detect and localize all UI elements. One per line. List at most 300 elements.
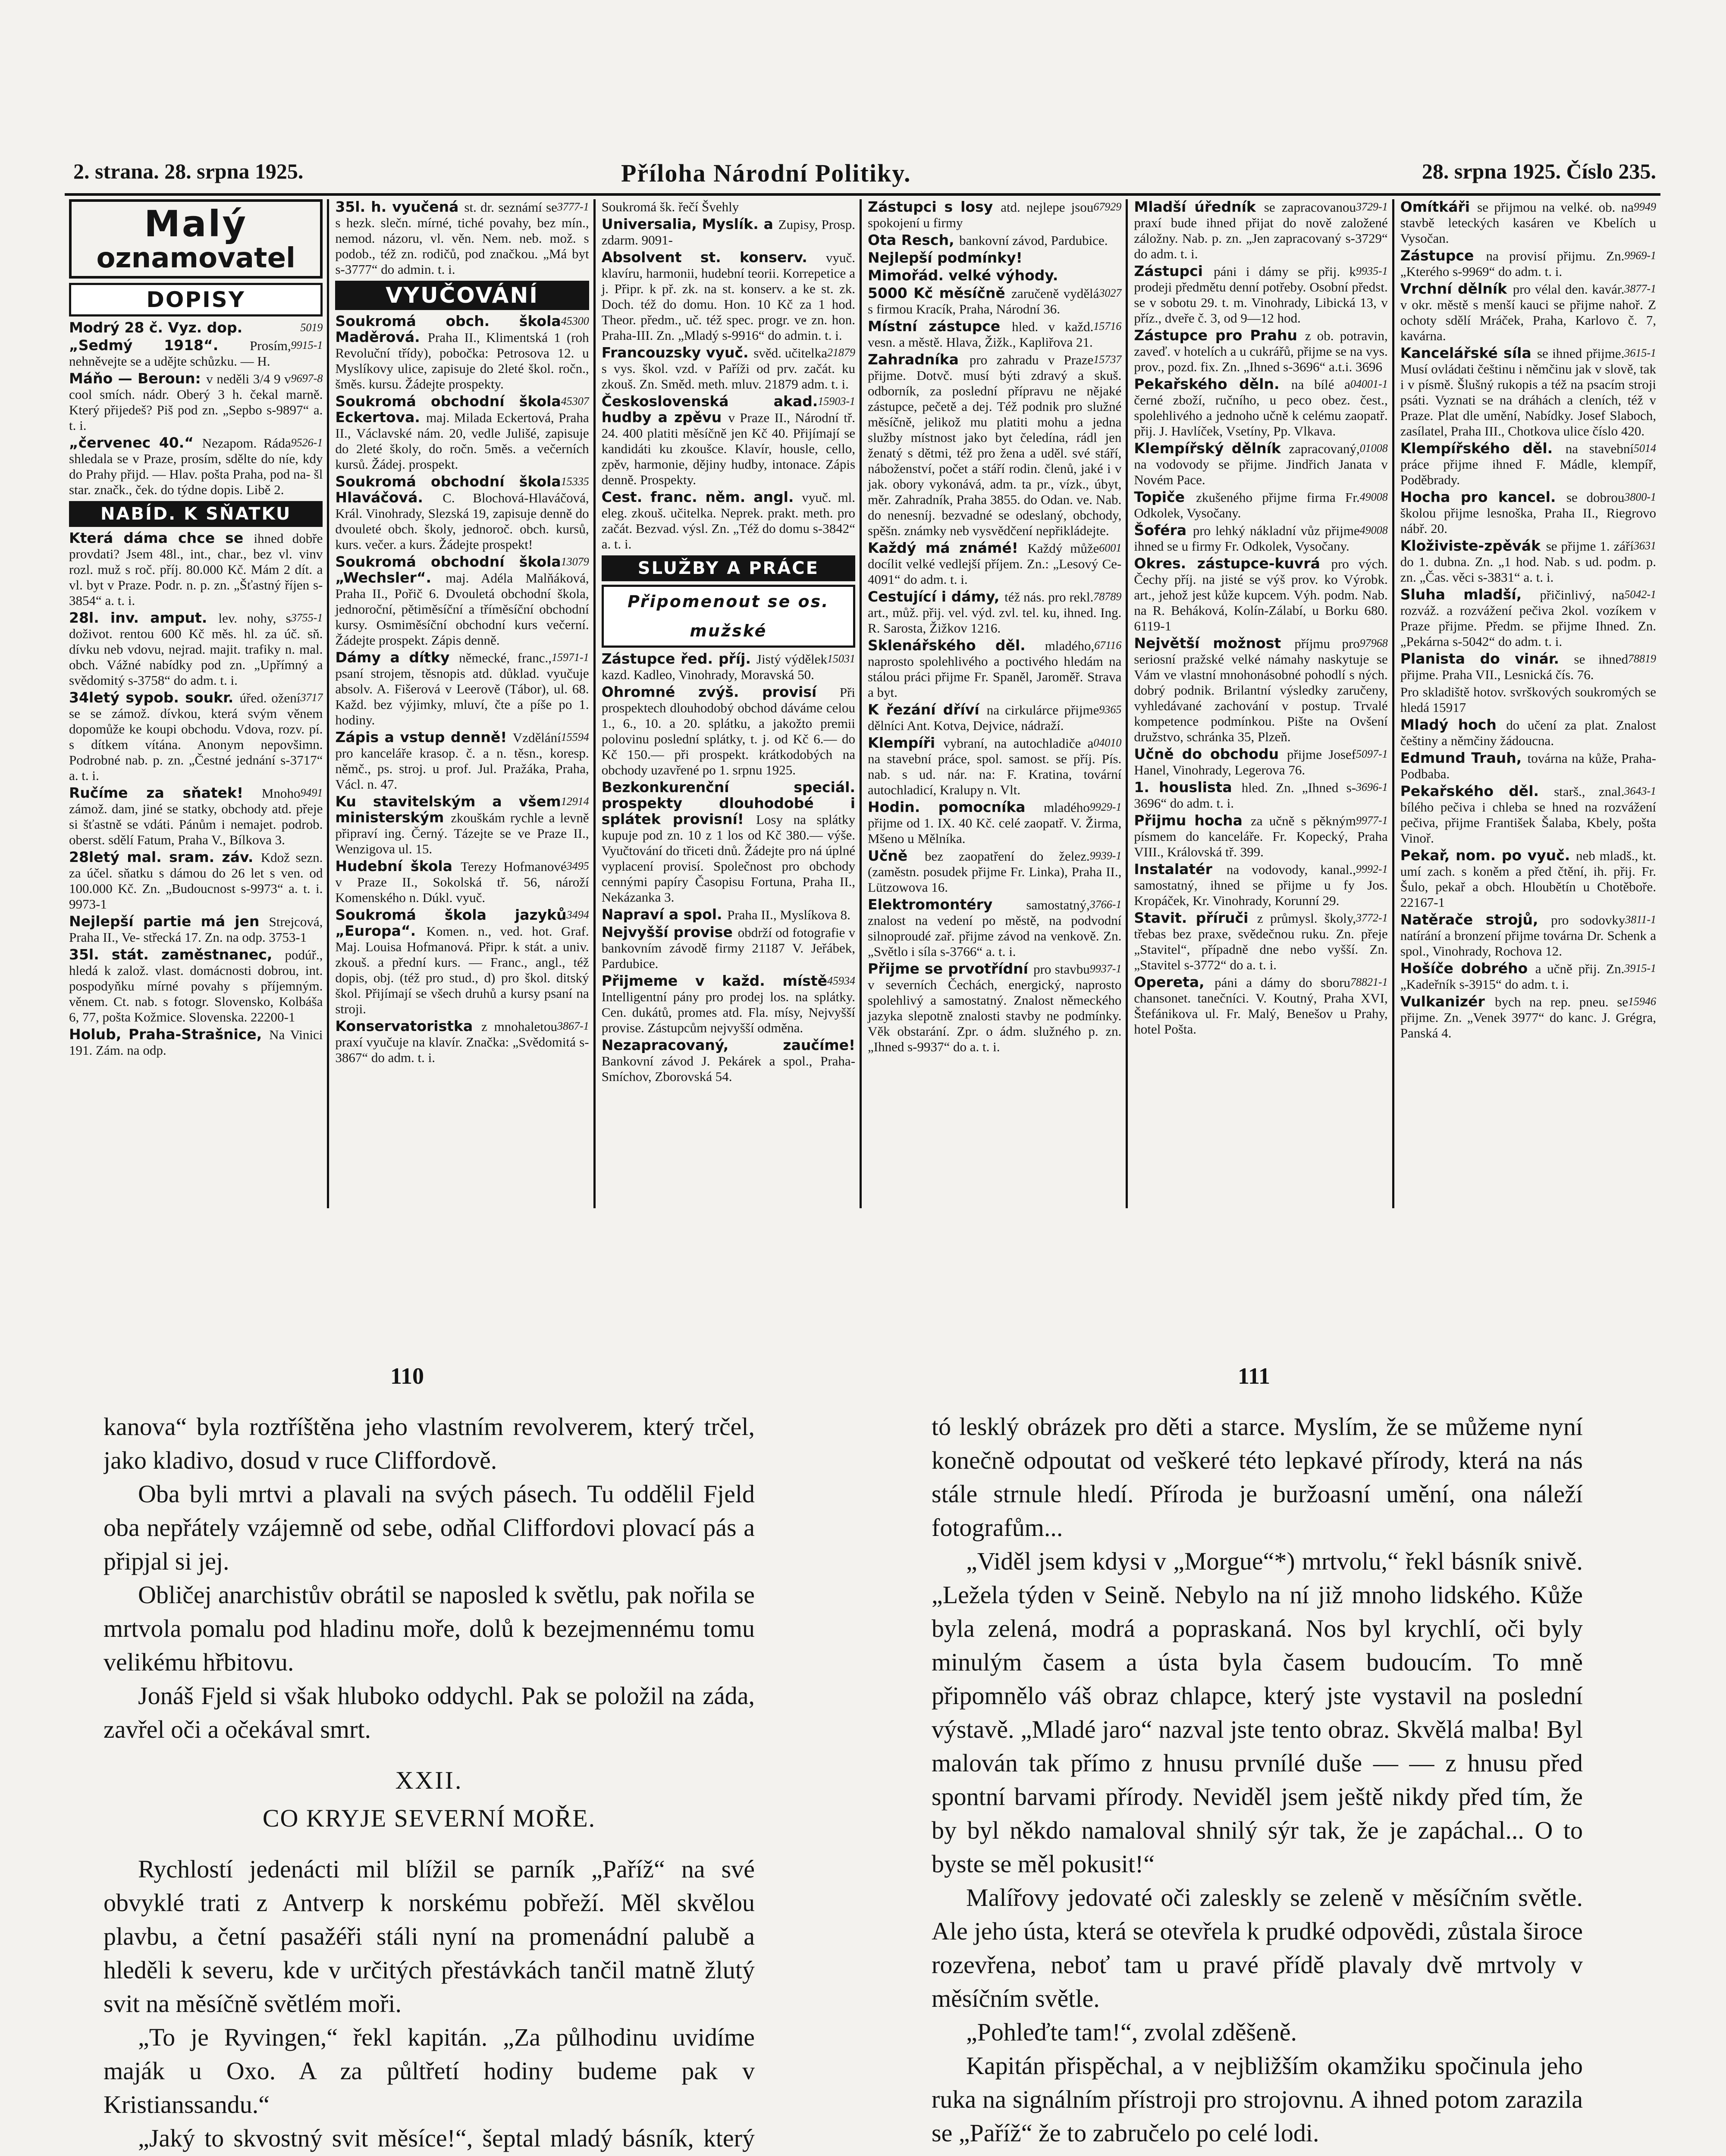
- classified-ad: [69, 947, 323, 1025]
- classified-ad: [1400, 750, 1656, 782]
- ad-headline: Hocha pro kancel.: [1400, 489, 1566, 505]
- chapter-title: CO KRYJE SEVERNÍ MOŘE.: [262, 1804, 596, 1832]
- ads-list: [1400, 199, 1656, 1041]
- classified-ad: [1400, 961, 1656, 992]
- ad-text: na cirkulárce přijme dělníci Ant. Kotva, Dejvice, nádraží.: [868, 702, 1099, 733]
- classified-ad: [69, 320, 323, 336]
- ad-code: 5042-1: [1624, 588, 1657, 601]
- ad-code: 3811-1: [1625, 913, 1657, 926]
- classified-ad: [1400, 848, 1656, 910]
- classified-ad: [602, 684, 855, 778]
- ad-code: 9939-1: [1089, 849, 1122, 862]
- section-banner-vyucovani: VYUČOVÁNÍ: [335, 281, 589, 310]
- classified-ad: [1400, 783, 1656, 846]
- ad-headline: Omítkáři: [1400, 199, 1478, 215]
- ad-headline: Cest. franc. něm. angl.: [601, 489, 802, 505]
- ad-code: 04010: [1093, 736, 1122, 749]
- ad-headline: Zástupci: [1134, 263, 1214, 279]
- ad-code: 6001: [1099, 542, 1122, 554]
- ad-text: hled. v každ. vesn. a městě. Hlava, Žižk., Kapliřova 21.: [868, 319, 1094, 350]
- ad-code: 9969-1: [1624, 249, 1657, 262]
- ad-text: zaručeně vydělá s firmou Kracík, Praha, Národní 36.: [868, 286, 1099, 317]
- ad-headline: Klempířského děl.: [1400, 440, 1566, 457]
- ad-code: 3766-1: [1089, 898, 1122, 911]
- header-date-left: 2. strana. 28. srpna 1925.: [73, 159, 304, 183]
- ad-headline: Modrý 28 č. Vyz. dop.: [69, 319, 243, 336]
- classified-ad: [335, 907, 589, 1017]
- ad-code: 15031: [827, 652, 856, 665]
- classified-ad: [1134, 746, 1387, 778]
- ad-code: 15903-1: [818, 395, 856, 407]
- ad-headline: Sluha mladší,: [1400, 586, 1540, 603]
- classified-ad: [1400, 684, 1656, 715]
- ad-headline: Bezkonkurenční speciál. prospekty dlouhodobé i splátek provisní!: [601, 779, 856, 827]
- ad-headline: Zástupce řed. příj.: [601, 650, 756, 667]
- ads-column-3: [597, 199, 862, 1208]
- classified-ad: [868, 897, 1121, 959]
- ad-text: Nezapom. Ráda shledala se v Praze, prosím, sdělte do níe, kdy do Prahy přijd. — Hlav. pošta Praha, pod na- šl star. značk., ček. do týdne dopis. Libě 2.: [69, 436, 323, 497]
- ad-headline: Natěrače strojů,: [1400, 911, 1551, 928]
- ad-headline: Máňo — Beroun:: [69, 370, 207, 387]
- ad-text: zapracovaný, na vodovody se přijme. Jindřich Janata v Novém Pace.: [1134, 441, 1388, 487]
- ad-text: v neděli 3/4 9 v cool smích. nádr. Oberý 3 h. čekal marně. Který přijedeš? Piš pod zn. „Sepbo s-9897“ a. t. i.: [69, 371, 323, 433]
- ad-text: pro sodovky natírání a bronzení přijme továrna Dr. Schenk a spol., Vinohrady, Rochova 12.: [1400, 912, 1657, 959]
- classified-ad: [1400, 912, 1656, 959]
- paragraph: Malířovy jedovaté oči zaleskly se zeleně v měsíčním světle. Ale jeho ústa, která se otevřela k prudké odpovědi, zůstala široce rozevřena, neboť tam u pravé přídě plavaly dvě mrtvoly v měsíčním světle.: [932, 1883, 1583, 2012]
- ad-headline: 35l. h. vyučená: [335, 199, 464, 215]
- ad-text: Praha II., Myslíkova 8.: [727, 907, 850, 922]
- ad-code: 9929-1: [1089, 801, 1122, 813]
- ad-text: na vodovody, kanal., samostatný, ihned se přijme u fy Jos. Kropáček, Kr. Vinohrady, Korunní 29.: [1134, 862, 1388, 908]
- ad-text: úřed. ožení se se zámož. dívkou, která svým věnem dopomůže ke koupi obchodu. Vdova, rozv. pí. s dítkem vítána. Anonym nepovšimn. Podrobné nab. p. zn. „Čestné jednání s-3717“ a. t. i.: [69, 690, 323, 783]
- classified-ad: [1134, 263, 1387, 326]
- ad-headline: Mladší úředník: [1134, 199, 1264, 215]
- ad-code: 5019: [300, 321, 323, 334]
- ad-headline: Zápis a vstup denně!: [335, 729, 513, 746]
- ads-list: [69, 320, 323, 498]
- ad-code: 12914: [561, 795, 589, 808]
- paragraph: kanova“ byla roztříštěna jeho vlastním revolverem, který trčel, jako kladivo, dosud v ruce Cliffordově.: [104, 1413, 755, 1474]
- ad-headline: Zahradníka: [868, 351, 970, 368]
- classified-ad: [602, 250, 855, 343]
- ads-list: [602, 199, 855, 552]
- ad-code: 5014: [1634, 442, 1657, 454]
- classified-ad: [602, 780, 855, 905]
- ad-text: Mnoho zámož. dam, jiné se statky, obchody atd. přeje si šťastně se vdáti. Pánům i nemajet. podrob. oberst. sdělí Fatum, Praha V., Bílkova 3.: [69, 786, 323, 847]
- ad-code: 01008: [1359, 442, 1388, 454]
- ad-headline: Absolvent st. konserv.: [601, 249, 826, 266]
- classified-ad: [602, 973, 855, 1036]
- classified-ad: [1400, 717, 1656, 749]
- ad-text: Komen. n., ved. hot. Graf. Maj. Louisa Hofmanová. Připr. k stát. a univ. zkouš. a přední kurs. — Franc., angl., též dopis, obj. (též pro stud., d) pro škol. ditský škol. Přijímají se všech druhů a kursy psaní na stroji.: [335, 924, 589, 1016]
- classified-ad: [602, 651, 855, 683]
- header-issue-right: 28. srpna 1925. Číslo 235.: [1422, 159, 1656, 183]
- classified-ad: [868, 199, 1121, 231]
- ad-code: 49008: [1359, 491, 1388, 503]
- ad-text: Každý může docílit velké vedlejší příjem. Zn.: „Lesový Ce-4091“ do adm. t. i.: [868, 541, 1122, 587]
- ad-code: 45934: [827, 975, 856, 987]
- ad-code: 3631: [1634, 539, 1657, 552]
- ads-column-4: [863, 199, 1128, 1208]
- classified-ad: [868, 961, 1121, 1055]
- classified-ad: [1134, 556, 1387, 634]
- classified-ad: [868, 285, 1121, 317]
- ad-text: Při prospektech dlouhodobý obchod dáváme celou 1., 6., 10. a 20. splátku, a jakožto premii polovinu poslední splátky, t. j. od Kč 6.— do Kč 150.— při prospekt. krátkodobých na obchody uzavřené po 1. srpnu 1925.: [601, 685, 856, 777]
- ad-text: Zupisy, Prosp. zdarm. 9091-: [601, 217, 856, 248]
- classified-ad: [602, 489, 855, 552]
- paragraph: Kapitán přispěchal, a v nejbližším okamžiku spočinula jeho ruka na signálním přístroji pro strojovnu. A ihned potom zarazila se „Paříž“ že to zabručelo po celé lodi.: [932, 2052, 1583, 2147]
- ad-text: za učně s pěkným písmem do kanceláře. Fr. Kopecký, Praha VIII., Královská tř. 399.: [1134, 813, 1388, 859]
- ad-headline: 5000 Kč měsíčně: [868, 285, 1012, 301]
- ad-text: do učení za plat. Znalost češtiny a němčiny žádoucna.: [1400, 718, 1657, 748]
- ad-headline: „Sedmý 1918“.: [69, 337, 250, 354]
- classified-ad: [1134, 441, 1387, 488]
- ads-column-5: [1130, 199, 1394, 1208]
- paragraph: Obličej anarchistův obrátil se naposled k světlu, pak nořila se mrtvola pomalu pod hladinu moře, dolů k bezejmennému tomu velikému hřbitovu.: [104, 1581, 755, 1676]
- classified-ad: [69, 530, 323, 608]
- paragraph: Rychlostí jedenácti mil blížil se parník „Paříž“ na své obvyklé trati z Antverp k norskému pobřeží. Měl skvělou plavbu, a četní pasažéři stáli nyní na promenádní palubě a hleděli k severu, kde v určitých přestávkách tančil matně žlutý svit na měsíčně světlém moři.: [104, 1855, 755, 2018]
- classified-ad: [868, 589, 1121, 636]
- classified-ad: [335, 1018, 589, 1065]
- ad-headline: Stavit. příruči: [1134, 909, 1257, 926]
- classified-ad: [1400, 538, 1656, 585]
- ad-code: 3729-1: [1356, 201, 1388, 213]
- ad-headline: Zástupce pro Prahu: [1134, 327, 1305, 344]
- newspaper-header: [65, 159, 1660, 196]
- ad-headline: Instalatér: [1134, 861, 1227, 877]
- ad-code: 45300: [561, 315, 589, 327]
- classified-ad: [335, 554, 589, 648]
- classified-ad: [1134, 975, 1387, 1037]
- ad-headline: Zástupci s losy: [868, 199, 1001, 215]
- classified-ad: [69, 435, 323, 498]
- ad-text: pro zahradu v Praze přijme. Dotvč. musí býti zdravý a skuš. odborník, za poslední přípravu ne nějaké zástupce, pečetě a dej. Též podnik pro služné měsíčně, jelikož mu platiti mohu a jedna služby místnost jako byt čeledína, rádl jen ženatý s dětmi, též pro žena a uděl. své stáří, náboženství, počet a stáří rodin. členů, jaké i v jak. obory vykonává, adm. ta pr., vízk., úbyt, měr. Zahradník, Praha 3855. do Odan. ve. Nab. do nenesníj. bezvadné se odeslaný, obchody, spěšn. známky neb vysvědčení nepřikládejte.: [868, 352, 1122, 538]
- ad-code: 3495: [566, 860, 589, 872]
- ads-list: [335, 313, 589, 1065]
- classified-ad: [1134, 636, 1387, 745]
- classified-ad: [868, 250, 1121, 266]
- ad-code: 78819: [1628, 652, 1657, 665]
- classified-ad: [69, 610, 323, 688]
- ad-text: se zapracovanou praxí bude ihned přijat do nově založené záložny. Nab. p. zn. „Jen zapracovaný s-3729“ do adm. t. i.: [1134, 200, 1388, 261]
- ad-headline: Přijmeme v každ. místě: [601, 972, 828, 989]
- ad-headline: Dámy a dítky: [335, 649, 459, 666]
- classified-ads: [65, 199, 1660, 1208]
- classified-ad: [602, 1037, 855, 1084]
- ad-text: vyuč. ml. eleg. zkouš. učitelka. Neprek. prakt. meth. pro začát. Bezvad. výsl. Zn. „Též do domu s-3842“ a. t. i.: [601, 490, 856, 552]
- ad-headline: Universalia, Myslík. a: [601, 216, 778, 232]
- ad-code: 9992-1: [1356, 863, 1388, 875]
- ad-headline: Šoféra: [1134, 522, 1193, 539]
- ad-code: 9697-8: [291, 372, 323, 385]
- ad-headline: Soukromá škola jazyků „Europa“.: [335, 906, 567, 939]
- ad-text: se ihned přijme. Praha VII., Lesnická čís. 76.: [1400, 652, 1629, 682]
- ad-headline: Klempíři: [868, 734, 944, 751]
- ad-code: 3615-1: [1624, 347, 1657, 359]
- ad-text: zkušeného přijme firma Fr. Odkolek, Vysočany.: [1134, 490, 1360, 520]
- classified-ad: [602, 924, 855, 971]
- classified-ad: [69, 849, 323, 912]
- classified-ad: [602, 394, 855, 488]
- ad-headline: Ručíme za sňatek!: [69, 784, 262, 801]
- ad-text: se dobrou školou přijme lesnoška, Praha II., Riegrovo nábř. 20.: [1400, 490, 1657, 536]
- classified-ad: [69, 914, 323, 945]
- classified-ad: [1134, 376, 1387, 439]
- ad-text: Kdož sezn. za účel. sňatku s dámou do 26 let s ven. od 100.000 Kč. Zn. „Budoucnost s-9973“ a. t. i. 9973-1: [69, 850, 323, 912]
- ad-headline: Cestující i dámy,: [868, 588, 1005, 605]
- ad-headline: Pekařského děln.: [1134, 376, 1292, 392]
- classified-ad: [335, 794, 589, 857]
- classified-ad: [69, 690, 323, 783]
- ad-text: vyuč. klavíru, harmonii, hudební teorii. Korrepetice a j. Připr. k př. zk. na st. konserv. a ke st. zk. Doch. též do domu. Hon. 10 Kč za 1 hod. Theor. předm., uč. též spec. progr. ve zn. hon. Praha-III. Zn. „Mladý s-9916“ do admin. t. i.: [601, 250, 856, 343]
- ad-headline: Nejvyšší provise: [601, 924, 738, 940]
- ad-text: mladého přijme od 1. IX. 40 Kč. celé zaopatř. V. Žirma, Mšeno u Mělníka.: [868, 800, 1122, 846]
- ad-headline: Klempířský dělník: [1134, 440, 1289, 457]
- ad-text: Losy na splátky kupuje pod zn. 10 z 1 los od Kč 380.— výše. Vyučtování do třiceti dnů. Žádejte pro ná úplné vyplacení provisí. Společnost pro obchody cennými papíry Časopisu Fortuna, Praha II., Nekázanka 3.: [601, 812, 856, 905]
- ad-text: Soukromá šk. řečí Švehly: [601, 199, 739, 214]
- ad-headline: Edmund Trauh,: [1400, 749, 1528, 766]
- ad-text: páni a dámy do sboru chansonet. tanečníci. V. Koutný, Praha XVI, Štefánikova ul. Fr. Malý, Benešov u Prahy, hotel Pošta.: [1134, 975, 1388, 1037]
- ad-headline: Která dáma chce se: [69, 530, 254, 546]
- ad-text: maj. Adéla Malňáková, Praha II., Pořič 6. Dvouletá obchodní škola, jednoroční, pětiměsíční a tříměsíční obchodní kursy. Osmiměsíční obchodní kurs večerní. Žádejte prospekt. Zápis denně.: [335, 570, 589, 648]
- ad-headline: Vulkanizér: [1400, 993, 1495, 1010]
- ad-text: Na Vinici 191. Zám. na odp.: [69, 1027, 323, 1058]
- ad-headline: 28letý mal. sram. záv.: [69, 849, 261, 865]
- ad-code: 9977-1: [1356, 814, 1388, 827]
- book-page-right: [932, 1410, 1583, 2156]
- ad-headline: Soukromá obchodní škola Eckertova.: [335, 393, 561, 426]
- ad-headline: Místní zástupce: [868, 318, 1012, 335]
- classified-ad: [1134, 780, 1387, 811]
- classified-ad: [868, 319, 1121, 350]
- classified-ad: [868, 735, 1121, 798]
- ad-text: bankovní závod, Pardubice.: [959, 233, 1108, 248]
- ad-text: pro lehký nákladní vůz přijme ihned se u firmy Fr. Odkolek, Vysočany.: [1134, 523, 1360, 554]
- box-title-line2: oznamovatel: [96, 242, 295, 274]
- ad-text: a učně přij. Zn. „Kadeřník s-3915“ do adm. t. i.: [1400, 961, 1625, 992]
- ad-code: 21879: [827, 346, 856, 359]
- ad-text: pro stavbu v severních Čechách, energický, naprosto spolehlivý a samostatný. Znalost německého jazyka slepotně znalosti stavby ne podmínky. Věk obstarání. Zpr. o ádm. služného p. zn. „Ihned s-9937“ do a. t. i.: [868, 962, 1122, 1054]
- paragraph: Oba byli mrtvi a plavali na svých pásech. Tu oddělil Fjeld oba nepřátely vzájemně od sebe, odňal Cliffordovi plovací pás a připjal si jej.: [104, 1480, 755, 1575]
- ad-text: v Praze II., Národní tř. 24. 400 platiti měsíčně jen Kč 40. Přijímají se kandidáti ku zkoušce. Klavír, housle, cello, zpěv, harmonie, dějiny hudby, intonace. Zápis denně. Prospekty.: [601, 410, 856, 487]
- classified-ad: [868, 702, 1121, 733]
- classified-ad: [69, 371, 323, 433]
- ad-code: 3915-1: [1624, 962, 1657, 975]
- ad-code: 3867-1: [557, 1020, 589, 1032]
- ad-headline: Soukromá obchodní škola „Wechsler“.: [335, 553, 561, 586]
- ad-headline: Napraví a spol.: [601, 906, 728, 923]
- classified-ad: [335, 730, 589, 792]
- ad-code: 3755-1: [291, 611, 323, 624]
- ad-headline: Nejlepší podmínky!: [868, 249, 1023, 266]
- classified-ad: [1134, 328, 1387, 375]
- ad-code: 9935-1: [1356, 265, 1388, 277]
- classified-ad: [69, 1027, 323, 1058]
- ad-headline: Soukromá obch. škola Maděrová.: [335, 313, 561, 345]
- classified-ad: [1400, 651, 1656, 683]
- ad-text: maj. Milada Eckertová, Praha II., Václavské nám. 20, vedle Julišé, zapisuje do 2leté školy, do ročn. 5měs. a večerních kursů. Žádej. prospekt.: [335, 410, 589, 472]
- ad-code: 3027: [1099, 287, 1122, 299]
- ad-code: 9526-1: [291, 436, 323, 449]
- ad-code: 15946: [1628, 995, 1657, 1008]
- ad-text: na provisí přijmu. Zn. „Kterého s-9969“ do adm. t. i.: [1400, 248, 1625, 279]
- ad-code: 78821-1: [1350, 976, 1388, 988]
- ad-code: 13079: [561, 555, 589, 568]
- ad-text: bez zaopatření do želez. (zaměstn. posudek přijme Fr. Linka), Praha II., Lützowova 16.: [868, 849, 1122, 895]
- ad-text: podúř., hledá k založ. vlast. domácnosti dobrou, int. pospodyňku mírné povahy s příjemným. věnem. Ct. nab. s fotogr. Slovensko, Kolbáša 6, 77, pošta Kožmice. Slovenska. 22200-1: [69, 947, 323, 1025]
- classified-ad: [1400, 345, 1656, 439]
- ad-text: se přijme 1. září do 1. dubna. Zn. „1 hod. Nab. s ud. podm. p. zn. „Čas. věci s-3831“ a. t. i.: [1400, 539, 1657, 585]
- ad-code: 49008: [1359, 524, 1388, 536]
- ad-text: bych na rep. pneu. se přijme. Zn. „Venek 3977“ do kanc. J. Grégra, Panská 4.: [1400, 994, 1657, 1040]
- ads-list: [602, 651, 855, 1084]
- ad-text: Praha II., Klimentská 1 (roh Revoluční třídy), pobočka: Petrosova 12. u Myslíkovy ulice, zapisuje do 2leté škol. ročn., šměs. kursu. Žádejte prospekty.: [335, 330, 589, 392]
- classified-ad: [868, 799, 1121, 846]
- ad-text: Vzdělání pro kanceláře krasop. č. a n. těsn., koresp. němč., ps. stroj. u prof. Jul. Pražáka, Praha, Václ. n. 47.: [335, 730, 589, 792]
- ad-text: přičinlivý, na rozváž. a rozvážení pečiva 2kol. vozíkem v Praze přijme. Předm. se přijme Ihned. Zn. „Pekárna s-5042“ do adm. t. i.: [1400, 587, 1657, 649]
- paragraph: „To je Ryvingen,“ řekl kapitán. „Za půlhodinu uvidíme maják u Oxo. A za půltřetí hodiny budeme pak v Kristianssandu.“: [104, 2023, 755, 2118]
- page-number-left: 110: [390, 1363, 424, 1389]
- ad-headline: Největší možnost: [1134, 635, 1295, 652]
- classified-ad: [335, 859, 589, 906]
- classified-ad: [1400, 441, 1656, 488]
- ad-headline: Zástupce: [1400, 247, 1486, 264]
- paragraph: „Pohleďte tam!“, zvolal zděšeně.: [966, 2018, 1297, 2046]
- ad-code: 3643-1: [1624, 785, 1657, 797]
- page-number-right: 111: [1238, 1363, 1271, 1389]
- ad-text: továrna na kůže, Praha-Podbaba.: [1400, 751, 1657, 781]
- ad-text: C. Blochová-Hlaváčová, Král. Vinohrady, Slezská 19, zapisuje denně do dvouleté obch. školy, jednoroč. obch. kursů, kurs. večer. a kurs. Žádejte prospekt!: [335, 490, 589, 552]
- paragraph: tó lesklý obrázek pro děti a starce. Myslím, že se můžeme nyní konečně odpoutat od veškeré této lepkavé přírody, která na nás stále strnule hledí. Příroda je buržoasní umění, ona náleží fotografům...: [932, 1413, 1583, 1542]
- ad-headline: Kancelářské síla: [1400, 345, 1537, 361]
- ad-text: ihned dobře provdati? Jsem 48l., int., char., bez vl. vinv rozl. muž s roč. příj. 80.000 Kč. Mám 2 dít. a vl. byt v Praze. Podr. n. p. zn. „Šťastný říjen s-3854“ a. t. i.: [69, 531, 323, 608]
- ad-code: 9915-1: [291, 339, 323, 351]
- ad-headline: Soukromá obchodní škola Hlaváčová.: [335, 473, 561, 506]
- ad-headline: 1. houslista: [1134, 779, 1242, 796]
- ad-text: Prosím, nehněvejte se a udějte schůzku. — H.: [69, 338, 291, 369]
- ad-code: 9491: [300, 787, 323, 799]
- ad-text: z průmysl. školy, třebas bez praxe, svědečnou ruku. Zn. přeje „Stavitel“, případně dne nebo vyšší. Zn. „Stavitel s-3772“ do a. t. i.: [1134, 911, 1388, 972]
- ad-code: 3772-1: [1356, 912, 1388, 924]
- ad-text: Bankovní závod J. Pekárek a spol., Praha-Smíchov, Zborovská 54.: [601, 1053, 856, 1084]
- ad-code: 67929: [1093, 201, 1122, 213]
- ads-list: [1134, 199, 1387, 1037]
- classified-ad: [1400, 489, 1656, 536]
- header-title: Příloha Národní Politiky.: [621, 159, 911, 187]
- classified-ad: [868, 848, 1121, 895]
- ad-headline: Vrchní dělník: [1400, 280, 1513, 297]
- ad-headline: Elektromontéry: [868, 896, 1026, 913]
- ads-column-2: [331, 199, 595, 1208]
- ad-headline: Ohromné zvýš. provisí: [601, 683, 840, 700]
- ad-text: se ihned přijme. Musí ovládati češtinu i němčinu jak v slově, tak i v písmě. Šlušný rukopis a též na psacím stroji psáti. Vyznati se na dráhách a cleních, též v Praze. Plat dle umění, Nabídky. Josef Slaboch, zasílatel, Praha III., Chotkova ulice číslo 420.: [1400, 346, 1657, 439]
- ad-code: 15335: [561, 475, 589, 488]
- ad-headline: Nezapracovaný, zaučíme!: [601, 1037, 856, 1053]
- classified-ad: [1134, 862, 1387, 909]
- ad-headline: Holub, Praha-Strašnice,: [69, 1026, 270, 1043]
- ad-headline: Pekař, nom. po vyuč.: [1400, 847, 1576, 864]
- classified-ad: [1400, 248, 1656, 279]
- book-page-left: [104, 1410, 755, 2156]
- classified-ad: [1400, 587, 1656, 649]
- ad-headline: Hošíče dobrého: [1400, 960, 1535, 977]
- ad-headline: Okres. zástupce-kuvrá: [1134, 555, 1331, 572]
- ad-code: 15971-1: [552, 651, 589, 664]
- ad-text: Strejcová, Praha II., Ve- střecká 17. Zn. na odp. 3753-1: [69, 914, 323, 945]
- classified-ad: [69, 338, 323, 369]
- chapter-number: XXII.: [395, 1766, 463, 1794]
- ad-code: 45307: [561, 395, 589, 407]
- ad-headline: Hodin. pomocníka: [868, 799, 1044, 815]
- ad-headline: Československá akad. hudby a zpěvu: [601, 393, 818, 426]
- classified-ad: [1134, 489, 1387, 521]
- ad-headline: Ku stavitelským a všem ministerským: [335, 793, 561, 826]
- ad-text: svěd. učitelka s vys. škol. vzd. v Paříži od prv. začát. ku zkouš. Zn. Směd. meth. mluv. 21879 adm. t. i.: [601, 345, 856, 392]
- ad-headline: „červenec 40.“: [69, 434, 202, 451]
- ad-text: lev. nohy, s doživot. rentou 600 Kč měs. hl. za úč. sň. dívku neb vdovu, nejrad. majit. trafiky n. mal. obch. Vážné nabídky pod zn. „Upřímný a svědomitý s-3758“ do adm. t. i.: [69, 611, 323, 688]
- ad-text: příjmu pro seriosní pražské velké námahy naskytuje se Vám ve vlastní mnohonásobné pohodlí s ných. dobrý podnik. Brilantní výsledky zaručeny, vyhledávané zachování v postup. Trvalé kompetence podmínkou. Pište na Ovšení družstvo, schránka 35, Plzeň.: [1134, 636, 1388, 744]
- classified-ad: [868, 232, 1121, 248]
- ad-text: z mnohaletou praxí vyučuje na klavír. Značka: „Svědomitá s-3867“ do adm. t. i.: [335, 1019, 589, 1065]
- ad-code: 15737: [1093, 353, 1122, 366]
- ad-headline: Mladý hoch: [1400, 716, 1506, 733]
- ad-headline: 34letý sypob. soukr.: [69, 689, 240, 706]
- ad-code: 3696-1: [1356, 781, 1388, 793]
- ad-headline: Přijme se prvotřídní: [868, 960, 1034, 977]
- classified-ad: [1400, 199, 1656, 246]
- ad-headline: Nejlepší partie má jen: [69, 913, 269, 930]
- ad-headline: Pekařského děl.: [1400, 783, 1554, 799]
- ad-text: německé, franc., psaní strojem, těsnopis atd. důklad. vyučuje absolv. A. Fišerová v Leerově (Tábor), ul. 68. Každ. bez výjimky, mluví, čte a píše po 1. hodiny.: [335, 650, 589, 727]
- ad-text: starš., znal. bílého pečiva i chleba se hned na rozvážení pečiva, přijme František Šalaba, Kbely, pošta Vinoř.: [1400, 784, 1657, 846]
- ad-headline: Planista do vinár.: [1400, 650, 1574, 667]
- section-banner-pripomenout: Připomenout se os. mužské: [602, 585, 855, 648]
- ad-headline: 35l. stát. zaměstnanec,: [69, 946, 285, 963]
- classified-ad: [868, 638, 1121, 700]
- ad-text: st. dr. seznámí se s hezk. slečn. mírné, tiché povahy, bez mín., nemod. názoru, vl. věn. Nem. neb. mož. s podob., též zn. rodičů, pod značkou. „Má byt s-3777“ do admin. t. i.: [335, 200, 589, 277]
- classified-ad: [1400, 281, 1656, 344]
- ad-text: na bílé a černé zboží, ručního, u peco obez. čest., spolehlivého a jednoho učně k celému zaopatř. přij. J. Havlíček, Vsetíny, Pp. Vlkava.: [1134, 377, 1388, 439]
- ad-code: 9937-1: [1089, 962, 1122, 975]
- classified-ad: [1134, 910, 1387, 973]
- ad-text: samostatný, znalost na vedení po městě, na podvodní silnoproudé zař. přijme závod na venkově. Zn. „Světlo i síla s-3766“ a. t. i.: [868, 897, 1122, 959]
- paragraph: „Viděl jsem kdysi v „Morgue“*) mrtvolu,“ řekl básník snivě. „Ležela týden v Seině. Nebylo na ní již mnoho lidského. Kůže byla zelená, modrá a popraskaná. Nos byl krychlí, oči byly minulým časem a ústa byla časem budoucím. To mně připomnělo váš obraz chlapce, který jste vystavil na poslední výstavě. „Mladé jaro“ nazval jste tento obraz. Skvělá malba! Byl malován tak přímo z hnusu prvnílé duše — — z hnusu před spontní barvami přírody. Neviděl jsem ještě nikdy před tím, že by byl někdo namaloval shnilý sýr tak, že je zapáchal... O to byste se měl pokusit!“: [932, 1547, 1583, 1878]
- classified-ad: [868, 352, 1121, 539]
- ad-headline: Francouzsky vyuč.: [601, 344, 754, 361]
- paragraph: Jonáš Fjeld si však hluboko oddychl. Pak se položil na záda, zavřel oči a očekával smrt.: [104, 1682, 755, 1743]
- paragraph: „Jaký to skvostný svit měsíce!“, šeptal mladý básník, který: [138, 2124, 755, 2152]
- ads-list: [335, 199, 589, 277]
- ads-list: [868, 199, 1121, 1055]
- ad-text: páni i dámy se přij. k prodeji předmětu denní potřeby. Osobní předst. se v sobotu 29. t. m. Vinohrady, Libická 13, v příz., dveře č. 3, od 9—12 hod.: [1134, 264, 1388, 326]
- ad-headline: Přijmu hocha: [1134, 812, 1251, 829]
- classified-ad: [868, 268, 1121, 284]
- ad-headline: Učně do obchodu: [1134, 746, 1287, 762]
- ad-text: obdrží od fotografie v bankovním závodě firmy 21187 V. Jeřábek, Pardubice.: [601, 925, 856, 971]
- ad-text: Pro skladiště hotov. svrškových soukromých se hledá 15917: [1400, 684, 1657, 715]
- ads-column-6: [1396, 199, 1660, 1208]
- classified-ad: [602, 345, 855, 392]
- ad-text: Jistý výdělek kazd. Kadleo, Vinohrady, Moravská 50.: [601, 652, 828, 682]
- ad-text: z ob. potravin, zaveď. v hotelích a u cukrářů, přijme se na vys. prov., pozd. fix. Zn. „Ihned s-3696“ a.t.i. 3696: [1134, 328, 1388, 374]
- ad-code: 3800-1: [1624, 491, 1657, 503]
- ad-text: se přijmou na velké. ob. na stavbě leteckých kasáren ve Kbelích u Vysočan.: [1400, 200, 1657, 246]
- ad-code: 04001-1: [1350, 378, 1388, 390]
- maly-oznamovatel-box: [69, 199, 323, 279]
- ad-text: pro vélal den. kavár. v okr. městě s menší kauci se přijme nahoř. Z ochoty sdělí Mráček, Praha, Karlovo č. 7, kavárna.: [1400, 282, 1657, 343]
- ad-text: Intelligentní pány pro prodej los. na splátky. Cen. dukátů, promes atd. Fla. mísy, Nejvyšší provise. Zástupcům nejvyšší odměna.: [601, 989, 856, 1035]
- ad-text: přijme Josef Hanel, Vinohrady, Legerova 76.: [1134, 747, 1356, 777]
